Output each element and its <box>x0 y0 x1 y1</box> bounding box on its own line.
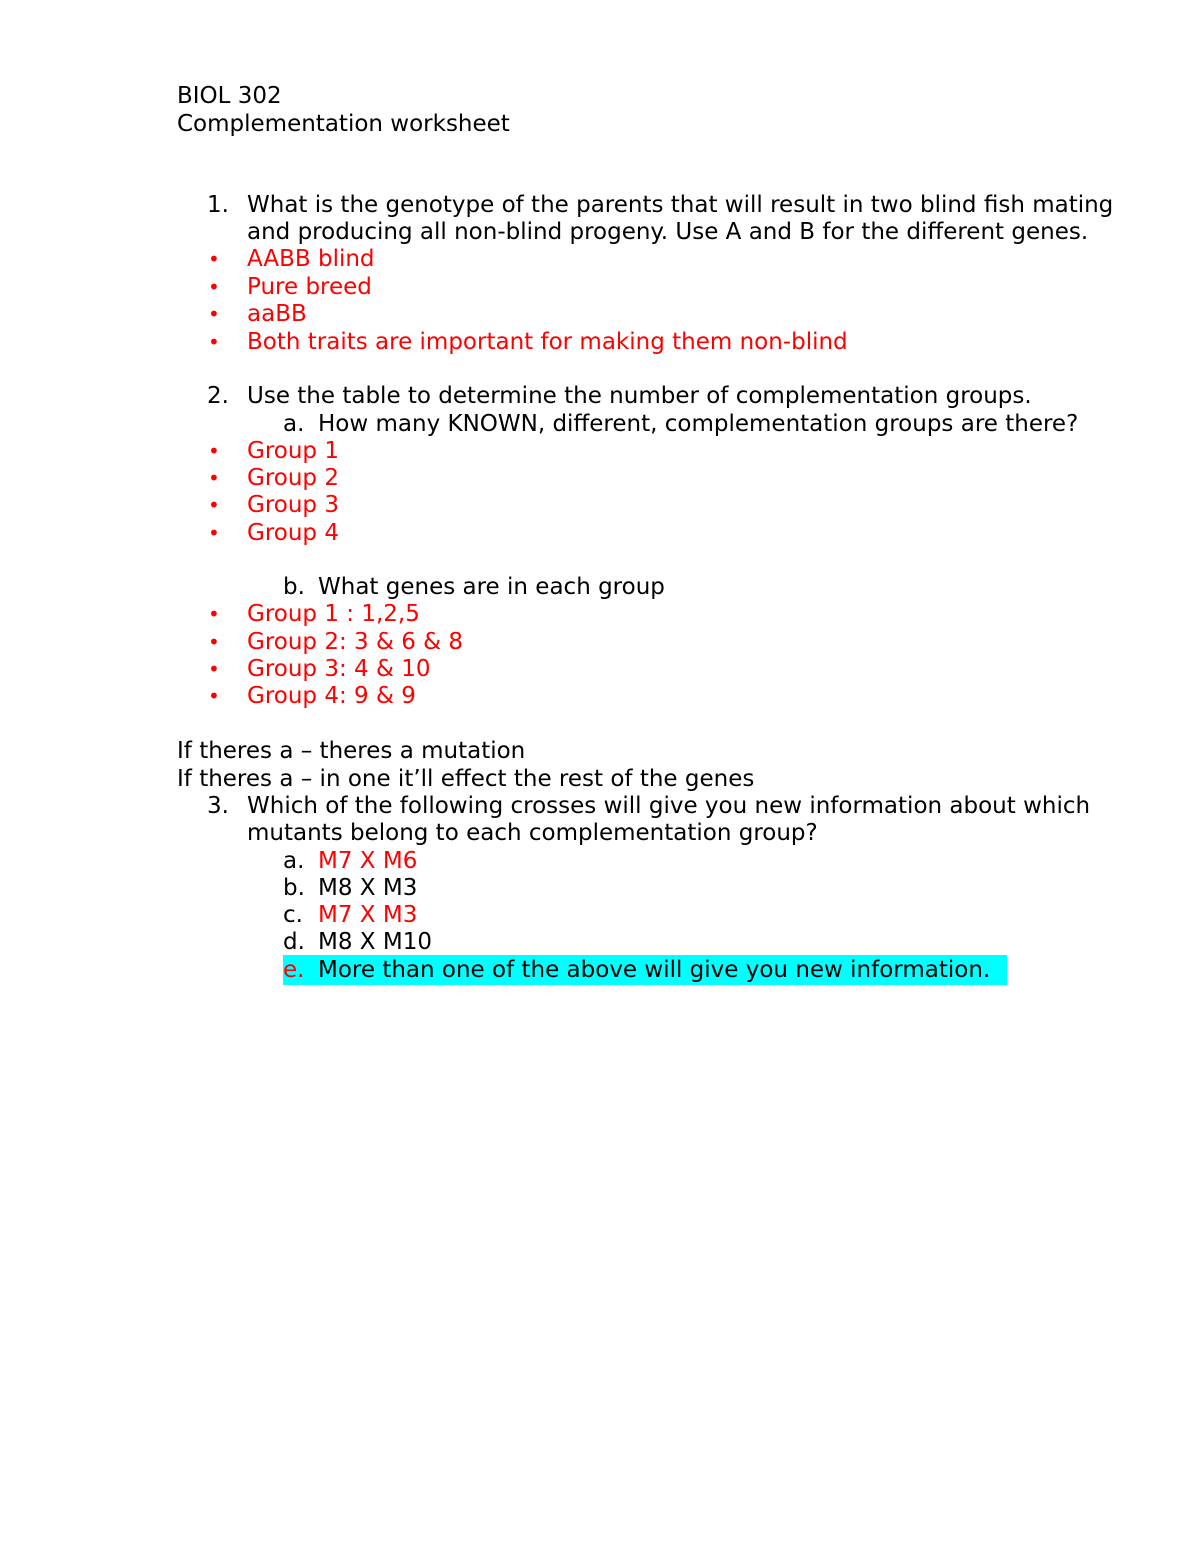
question-text: mutants belong to each complementation group? <box>247 820 818 846</box>
option-text: M8 X M10 <box>318 929 432 955</box>
option-text: M8 X M3 <box>318 875 418 901</box>
question-number: 2. <box>207 383 229 409</box>
sub-question-text: How many KNOWN, different, complementation groups are there? <box>318 411 1079 437</box>
bullet-icon: • <box>208 657 220 681</box>
answer-text: Group 3: 4 & 10 <box>247 656 431 682</box>
question-text: and producing all non-blind progeny. Use A and B for the different genes. <box>247 219 1089 245</box>
bullet-icon: • <box>208 439 220 463</box>
bullet-icon: • <box>208 602 220 626</box>
answer-text: aaBB <box>247 301 307 327</box>
answer-text: Both traits are important for making them non-blind <box>247 329 848 355</box>
answer-text: Group 1 <box>247 438 339 464</box>
answer-text: Group 1 : 1,2,5 <box>247 601 420 627</box>
bullet-icon: • <box>208 630 220 654</box>
bullet-icon: • <box>208 684 220 708</box>
bullet-icon: • <box>208 302 220 326</box>
answer-text: Group 2 <box>247 465 339 491</box>
answer-text: Group 2: 3 & 6 & 8 <box>247 629 464 655</box>
option-label: a. <box>283 848 305 874</box>
option-label: c. <box>283 902 303 928</box>
answer-text: AABB blind <box>247 246 375 272</box>
answer-text: Group 3 <box>247 492 339 518</box>
option-label: e. <box>283 957 305 983</box>
note-line: If theres a – in one it’ll effect the rest of the genes <box>177 766 755 792</box>
bullet-icon: • <box>208 330 220 354</box>
sub-question-label: b. <box>283 574 305 600</box>
bullet-icon: • <box>208 275 220 299</box>
worksheet-title: Complementation worksheet <box>177 111 510 137</box>
bullet-icon: • <box>208 247 220 271</box>
sub-question-text: What genes are in each group <box>318 574 665 600</box>
bullet-icon: • <box>208 493 220 517</box>
option-text: M7 X M6 <box>318 848 418 874</box>
question-text: What is the genotype of the parents that will result in two blind fish mating <box>247 192 1114 218</box>
sub-question-label: a. <box>283 411 305 437</box>
answer-text: Group 4: 9 & 9 <box>247 683 416 709</box>
question-number: 1. <box>207 192 229 218</box>
question-number: 3. <box>207 793 229 819</box>
answer-text: Group 4 <box>247 520 339 546</box>
option-label: b. <box>283 875 305 901</box>
answer-text: Pure breed <box>247 274 372 300</box>
note-line: If theres a – theres a mutation <box>177 738 526 764</box>
option-text: M7 X M3 <box>318 902 418 928</box>
course-code: BIOL 302 <box>177 83 282 109</box>
option-text: More than one of the above will give you new information. <box>318 957 991 983</box>
question-text: Use the table to determine the number of complementation groups. <box>247 383 1032 409</box>
option-label: d. <box>283 929 305 955</box>
bullet-icon: • <box>208 466 220 490</box>
question-text: Which of the following crosses will give you new information about which <box>247 793 1091 819</box>
bullet-icon: • <box>208 521 220 545</box>
